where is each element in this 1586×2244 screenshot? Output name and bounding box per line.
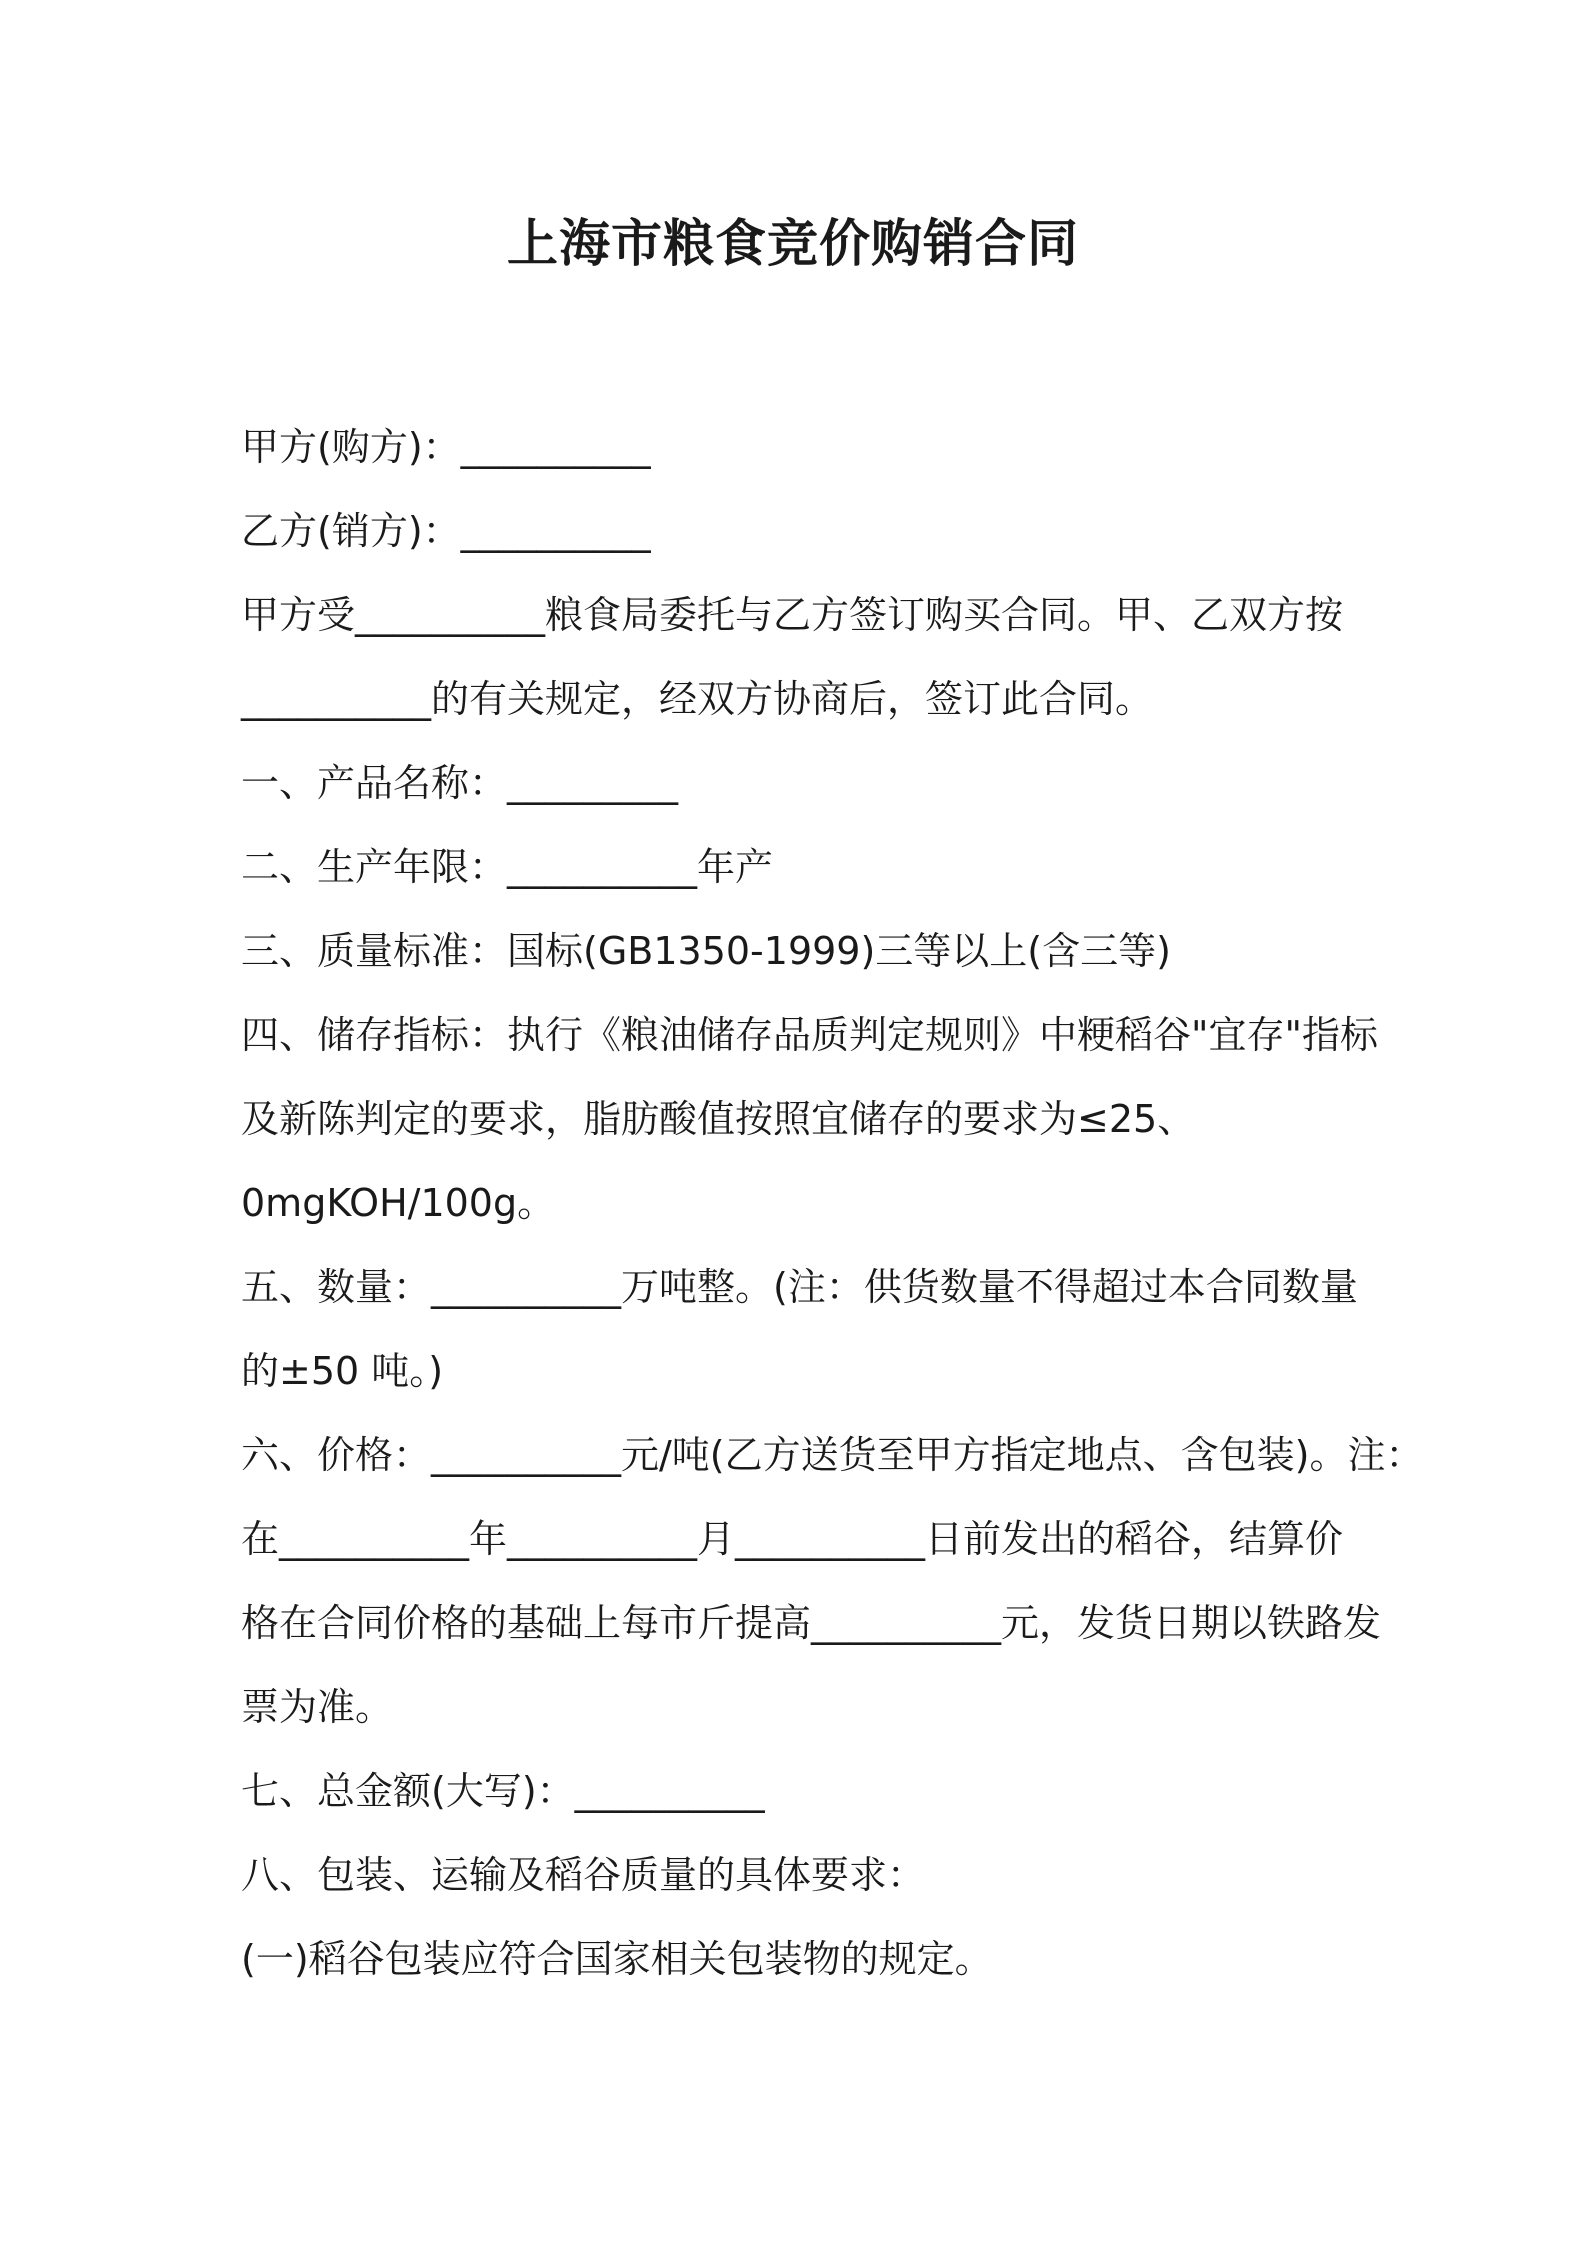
clause-storage-index-line-2: 及新陈判定的要求，脂肪酸值按照宜储存的要求为≤25、 bbox=[241, 1097, 1196, 1141]
clause-price-line-2: 在__________年__________月__________日前发出的稻谷，结算价 bbox=[241, 1517, 1344, 1561]
clause-price-line-1: 六、价格：__________元/吨(乙方送货至甲方指定地点、含包装)。注： bbox=[241, 1433, 1424, 1477]
party-b-line: 乙方(销方)：__________ bbox=[241, 509, 651, 553]
clause-total-amount: 七、总金额(大写)：__________ bbox=[241, 1769, 765, 1813]
clause-price-line-4: 票为准。 bbox=[241, 1685, 394, 1729]
clause-quantity-line-2: 的±50 吨。) bbox=[241, 1349, 444, 1393]
preamble-line-2: __________的有关规定，经双方协商后，签订此合同。 bbox=[241, 677, 1154, 721]
document-title: 上海市粮食竞价购销合同 bbox=[506, 215, 1079, 274]
clause-packaging-item-1: (一)稻谷包装应符合国家相关包装物的规定。 bbox=[241, 1937, 993, 1981]
preamble-line-1: 甲方受__________粮食局委托与乙方签订购买合同。甲、乙双方按 bbox=[241, 593, 1344, 637]
clause-production-year: 二、生产年限：__________年产 bbox=[241, 845, 774, 889]
party-a-line: 甲方(购方)：__________ bbox=[241, 425, 651, 469]
clause-product-name: 一、产品名称：_________ bbox=[241, 761, 679, 805]
clause-storage-index-line-1: 四、储存指标：执行《粮油储存品质判定规则》中粳稻谷"宜存"指标 bbox=[241, 1013, 1378, 1057]
clause-packaging-heading: 八、包装、运输及稻谷质量的具体要求： bbox=[241, 1853, 926, 1897]
clause-storage-index-line-3: 0mgKOH/100g。 bbox=[241, 1181, 556, 1225]
document-body bbox=[241, 405, 1424, 2001]
clause-quality-standard: 三、质量标准：国标(GB1350-1999)三等以上(含三等) bbox=[241, 929, 1171, 973]
clause-price-line-3: 格在合同价格的基础上每市斤提高__________元，发货日期以铁路发 bbox=[241, 1601, 1382, 1645]
clause-quantity-line-1: 五、数量：__________万吨整。(注：供货数量不得超过本合同数量 bbox=[241, 1265, 1358, 1309]
